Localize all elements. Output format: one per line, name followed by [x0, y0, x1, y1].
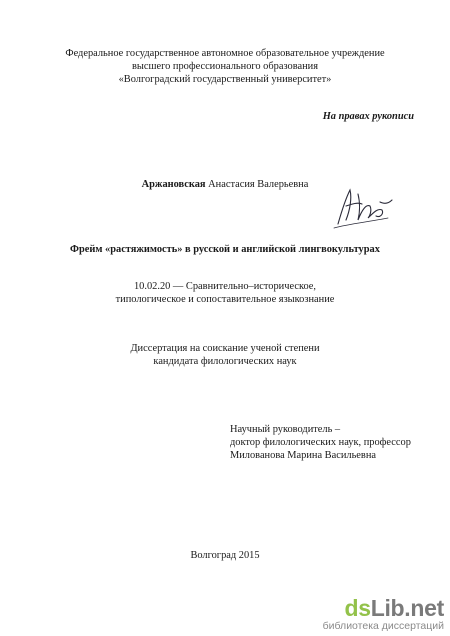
author-given-name: Анастасия Валерьевна: [208, 179, 309, 190]
dissertation-title: Фрейм «растяжимость» в русской и английской лингвокультурах: [70, 244, 380, 255]
dslib-logo: dsLib.net: [344, 595, 444, 621]
handwritten-signature: [328, 180, 396, 234]
specialty-line-1: 10.02.20 — Сравнительно–историческое,: [133, 281, 317, 292]
supervisor-degree: доктор филологических наук, профессор: [230, 437, 411, 448]
institution-line-2: высшего профессионального образования: [132, 61, 318, 72]
degree-line-2: кандидата филологических наук: [153, 356, 297, 367]
specialty-line-2: типологическое и сопоставительное языкознание: [115, 294, 335, 305]
dslib-tagline: библиотека диссертаций: [322, 620, 444, 632]
place-year: Волгоград 2015: [190, 550, 260, 561]
dslib-watermark: [323, 596, 444, 632]
institution-line-3: «Волгоградский государственный университет»: [118, 74, 332, 85]
supervisor-name: Милованова Марина Васильевна: [230, 450, 377, 461]
supervisor-label: Научный руководитель –: [230, 424, 341, 435]
institution-line-1: Федеральное государственное автономное образовательное учреждение: [65, 48, 385, 59]
author-surname: Аржановская: [141, 179, 206, 190]
manuscript-note: На правах рукописи: [322, 111, 414, 122]
degree-line-1: Диссертация на соискание ученой степени: [130, 343, 320, 354]
